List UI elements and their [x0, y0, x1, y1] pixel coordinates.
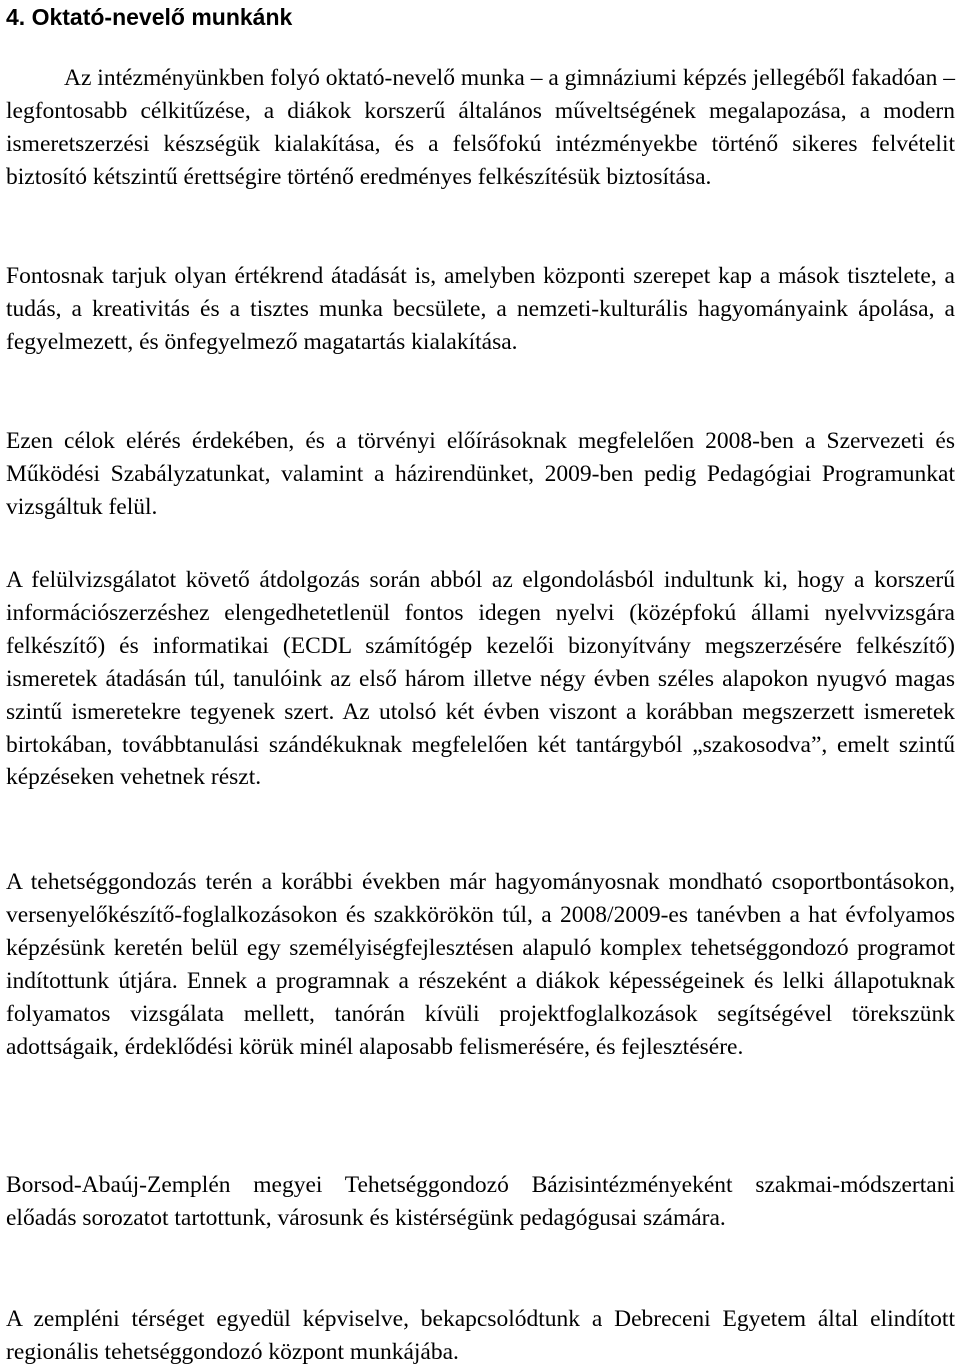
paragraph-values: Fontosnak tarjuk olyan értékrend átadását is, amelyben központi szerepet kap a mások tisztelete, a tudás, a kreativitás és a tisztes munka becsülete, a nemzeti-kulturális hagyományaink ápolása, a fegyelmezett, és önfegyelmező magatartás kialakítása. — [6, 263, 955, 355]
paragraph-revision: A felülvizsgálatot követő átdolgozás során abból az elgondolásból indultunk ki, hogy a korszerű információszerzéshez elengedhetetlenül fontos idegen nyelvi (középfokú állami nyelvvizsgára felkészítő) és informatikai (ECDL számítógép kezelői bizonyítvány megszerzésére felkészítő) ismeretek átadásán túl, tanulóink az első három illetve négy évben széles alapokon nyugvó magas szintű ismeretekre tegyenek szert. Az utolsó két évben viszont a korábban megszerzett ismeretek birtokában, továbbtanulási szándékuknak megfelelően két tantárgyból „szakosodva”, emelt szintű képzéseken vehetnek részt. — [6, 567, 955, 791]
paragraph-base-institution: Borsod-Abaúj-Zemplén megyei Tehetséggondozó Bázisintézményeként szakmai-módszertani előadás sorozatot tartottunk, városunk és kistérségünk pedagógusai számára. — [6, 1172, 955, 1231]
paragraph-talent-care: A tehetséggondozás terén a korábbi években már hagyományosnak mondható csoportbontásokon, versenyelőkészítő-foglalkozásokon és szakkörökön túl, a 2008/2009-es tanévben a hat évfolyamos képzésünk keretén belül egy személyiségfejlesztésen alapuló komplex tehetséggondozó programot indítottunk útjára. Ennek a programnak a részeként a diákok képességeinek és lelki állapotuknak folyamatos vizsgálata mellett, tanórán kívüli projektfoglalkozások segítségével törekszünk adottságaik, érdeklődési körük minél alaposabb felismerésére, és fejlesztésére. — [6, 869, 955, 1060]
paragraph-regulations: Ezen célok elérés érdekében, és a törvényi előírásoknak megfelelően 2008-ben a Szervezeti és Működési Szabályzatunkat, valamint a házirendünket, 2009-ben pedig Pedagógiai Programunkat vizsgáltuk felül. — [6, 428, 955, 520]
paragraph-regional-center: A zempléni térséget egyedül képviselve, bekapcsolódtunk a Debreceni Egyetem által elindított regionális tehetséggondozó központ munkájába. — [6, 1306, 955, 1365]
section-heading: 4. Oktató-nevelő munkánk — [6, 4, 293, 30]
paragraph-intro: Az intézményünkben folyó oktató-nevelő munka – a gimnáziumi képzés jellegéből fakadóan – legfontosabb célkitűzése, a diákok korszerű általános műveltségének megalapozása, a modern ismeretszerzési készségük kialakítása, és a felsőfokú intézményekbe történő sikeres felvételit biztosító kétszintű érettségire történő eredményes felkészítésük biztosítása. — [6, 65, 955, 190]
